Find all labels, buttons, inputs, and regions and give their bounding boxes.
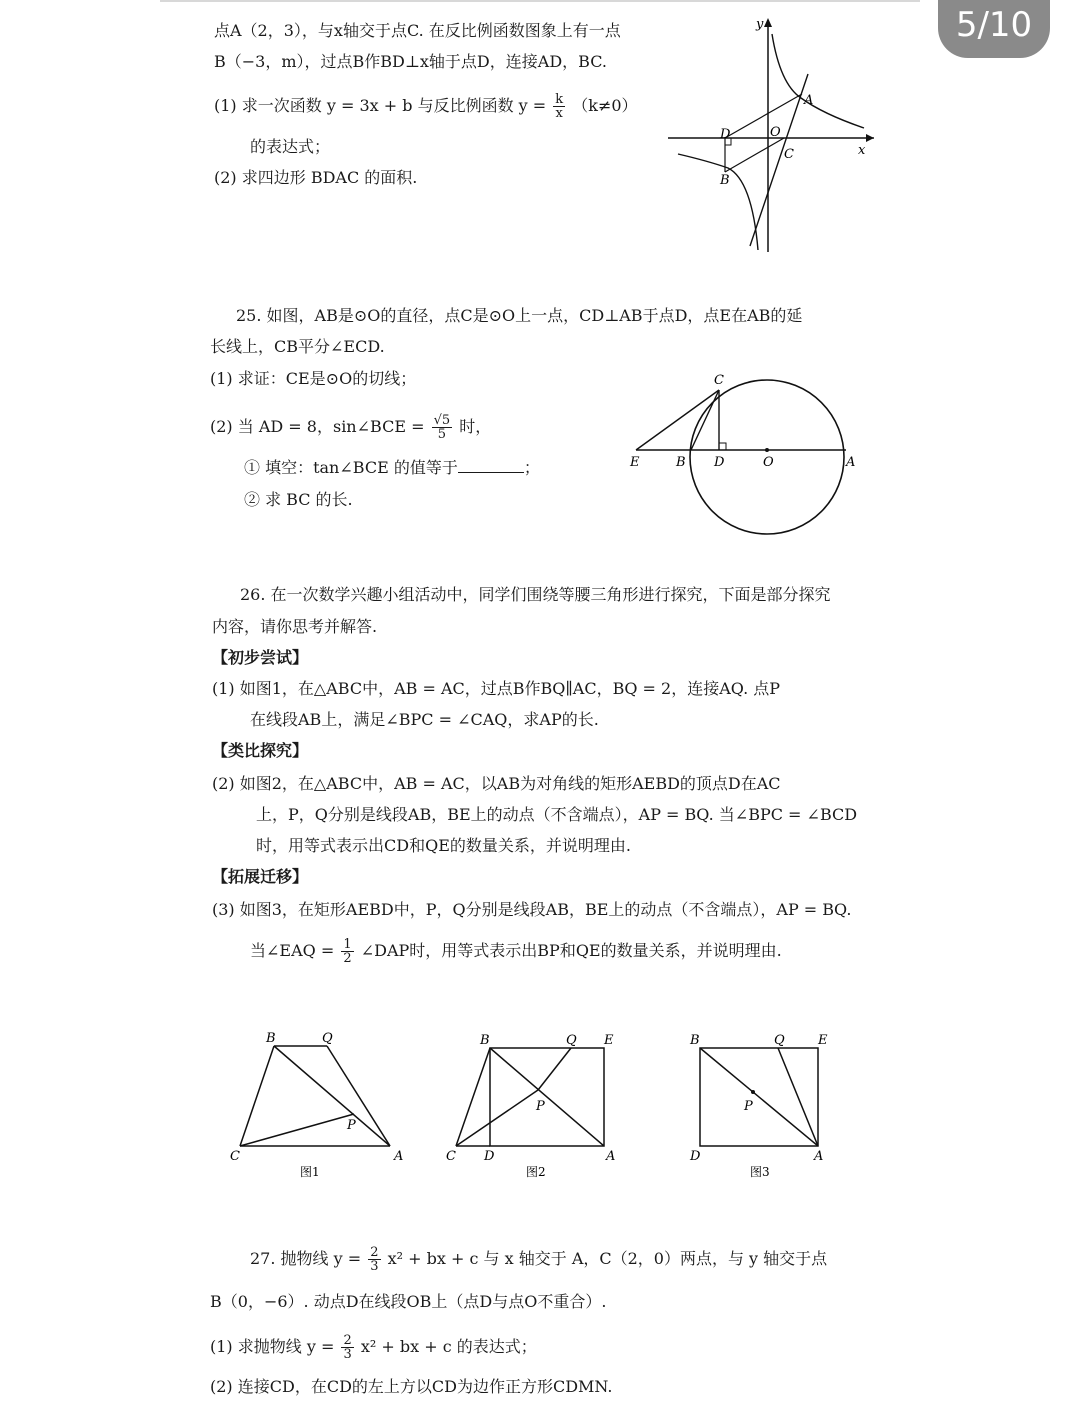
label-d: D — [484, 1149, 495, 1164]
q27-line-3: (1) 求抛物线 y = $\frac{2}{3}$ x² + bx + c 的表达式； — [210, 1333, 537, 1362]
label-b: B — [690, 1033, 700, 1048]
label-y: y — [756, 17, 764, 32]
q24-line-1: 点A（2，3），与x轴交于点C. 在反比例函数图象上有一点 — [214, 21, 621, 40]
q26-line-9: 当∠EAQ = $\frac{1}{2}$ ∠DAP时，用等式表示出BP和QE的数量关系，并说明理由. — [250, 937, 782, 966]
segment-aq — [327, 1046, 390, 1146]
label-q: Q — [322, 1031, 333, 1046]
label-c: C — [446, 1149, 456, 1164]
fraction-two-thirds: $\frac{2}{3}$ — [343, 1333, 352, 1362]
label-a: A — [606, 1149, 616, 1164]
caption-fig1: 图1 — [300, 1165, 320, 1179]
center-dot — [765, 448, 769, 452]
q25-line-4: (2) 当 AD = 8，sin∠BCE = $\frac{√5}{5}$ 时， — [210, 413, 492, 442]
segment-ad — [725, 94, 802, 138]
label-a: A — [804, 93, 814, 108]
q27-line-1: 27. 抛物线 y = $\frac{2}{3}$ x² + bx + c 与 x 轴交于 A，C（2，0）两点，与 y 轴交于点 — [250, 1245, 828, 1274]
q26-line-3: (1) 如图1，在△ABC中，AB = AC，过点B作BQ∥AC，BQ = 2，连接AQ. 点P — [212, 679, 781, 698]
q25-line-2: 长线上，CB平分∠ECD. — [210, 337, 385, 356]
figure-2 — [440, 1026, 630, 1182]
fraction-two-thirds: $\frac{2}{3}$ — [370, 1245, 379, 1274]
fraction-sqrt5-over-5: $\frac{√5}{5}$ — [433, 413, 451, 442]
y-axis-arrow — [764, 18, 772, 27]
q26-line-2: 内容，请你思考并解答. — [212, 617, 378, 636]
top-edge — [160, 0, 920, 2]
label-a: A — [846, 455, 856, 470]
figure-3 — [686, 1026, 846, 1182]
q26-line-4: 在线段AB上，满足∠BPC = ∠CAQ，求AP的长. — [250, 710, 599, 729]
answer-blank[interactable] — [458, 458, 524, 473]
q26-line-7: 时，用等式表示出CD和QE的数量关系，并说明理由. — [256, 836, 631, 855]
label-o: O — [763, 455, 774, 470]
label-p: P — [744, 1099, 753, 1114]
label-c: C — [230, 1149, 240, 1164]
segment-cp — [240, 1114, 354, 1146]
label-a: A — [814, 1149, 824, 1164]
label-x: x — [858, 143, 866, 158]
right-angle-mark — [719, 443, 726, 450]
q25-line-3: (1) 求证：CE是⊙O的切线； — [210, 369, 417, 388]
label-q: Q — [774, 1033, 785, 1048]
label-e: E — [818, 1033, 828, 1048]
label-d: D — [690, 1149, 701, 1164]
label-a: A — [394, 1149, 404, 1164]
q27-line-2: B（0，−6）. 动点D在线段OB上（点D与点O不重合）. — [210, 1292, 607, 1311]
q24-line-4: 的表达式； — [250, 137, 331, 156]
q25-line-1: 25. 如图，AB是⊙O的直径，点C是⊙O上一点，CD⊥AB于点D，点E在AB的延 — [236, 306, 803, 325]
point-p — [751, 1090, 755, 1094]
segment-bc — [456, 1048, 490, 1146]
page-indicator: 5/10 — [938, 0, 1050, 58]
q24-figure — [668, 14, 880, 254]
label-b: B — [676, 455, 686, 470]
caption-fig2: 图2 — [526, 1165, 546, 1179]
q25-figure — [626, 366, 866, 536]
segment-cp — [456, 1090, 538, 1146]
segment-pq — [538, 1048, 571, 1090]
q26-heading-2: 【类比探究】 — [212, 741, 309, 760]
label-e: E — [604, 1033, 614, 1048]
q26-line-6: 上，P，Q分别是线段AB，BE上的动点（不含端点），AP = BQ. 当∠BPC = ∠BCD — [256, 805, 858, 824]
segment-aq — [778, 1048, 818, 1146]
label-c: C — [714, 373, 724, 388]
x-axis-arrow — [866, 134, 874, 142]
q26-heading-3: 【拓展迁移】 — [212, 867, 309, 886]
figure-1 — [222, 1026, 412, 1182]
q24-line-2: B（−3，m），过点B作BD⊥x轴于点D，连接AD，BC. — [214, 52, 607, 71]
q24-line-3: (1) 求一次函数 y = 3x + b 与反比例函数 y = $\frac{k}{x}$ （k≠0） — [214, 92, 638, 121]
diagonal-ab — [700, 1048, 818, 1146]
label-c: C — [784, 147, 794, 162]
tangent-ce — [636, 390, 719, 450]
hyperbola-branch-2 — [678, 154, 758, 250]
diagonal-ab — [490, 1048, 604, 1146]
q25-line-5: ① 填空：tan∠BCE 的值等于 ； — [244, 458, 540, 477]
label-p: P — [347, 1118, 356, 1133]
fraction-one-half: $\frac{1}{2}$ — [343, 937, 352, 966]
label-o: O — [770, 125, 781, 140]
segment-cb — [691, 390, 719, 450]
q26-line-5: (2) 如图2，在△ABC中，AB = AC，以AB为对角线的矩形AEBD的顶点D在AC — [212, 774, 781, 793]
label-d: D — [720, 127, 731, 142]
label-d: D — [714, 455, 725, 470]
label-b: B — [480, 1033, 490, 1048]
q27-line-4: (2) 连接CD，在CD的左上方以CD为边作正方形CDMN. — [210, 1377, 613, 1396]
label-p: P — [536, 1099, 545, 1114]
line-ac — [750, 74, 808, 246]
fraction-k-over-x: $\frac{k}{x}$ — [555, 92, 564, 121]
hyperbola-branch-1 — [772, 34, 864, 128]
label-q: Q — [566, 1033, 577, 1048]
segment-bc — [725, 138, 784, 172]
q26-line-1: 26. 在一次数学兴趣小组活动中，同学们围绕等腰三角形进行探究，下面是部分探究 — [240, 585, 831, 604]
label-b: B — [720, 173, 730, 188]
q25-line-6: ② 求 BC 的长. — [244, 490, 353, 509]
q26-line-8: (3) 如图3，在矩形AEBD中，P，Q分别是线段AB，BE上的动点（不含端点），AP = BQ. — [212, 900, 852, 919]
q24-line-5: (2) 求四边形 BDAC 的面积. — [214, 168, 418, 187]
q26-heading-1: 【初步尝试】 — [212, 648, 309, 667]
label-b: B — [266, 1031, 276, 1046]
caption-fig3: 图3 — [750, 1165, 770, 1179]
label-e: E — [630, 455, 640, 470]
segment-bc — [240, 1046, 274, 1146]
